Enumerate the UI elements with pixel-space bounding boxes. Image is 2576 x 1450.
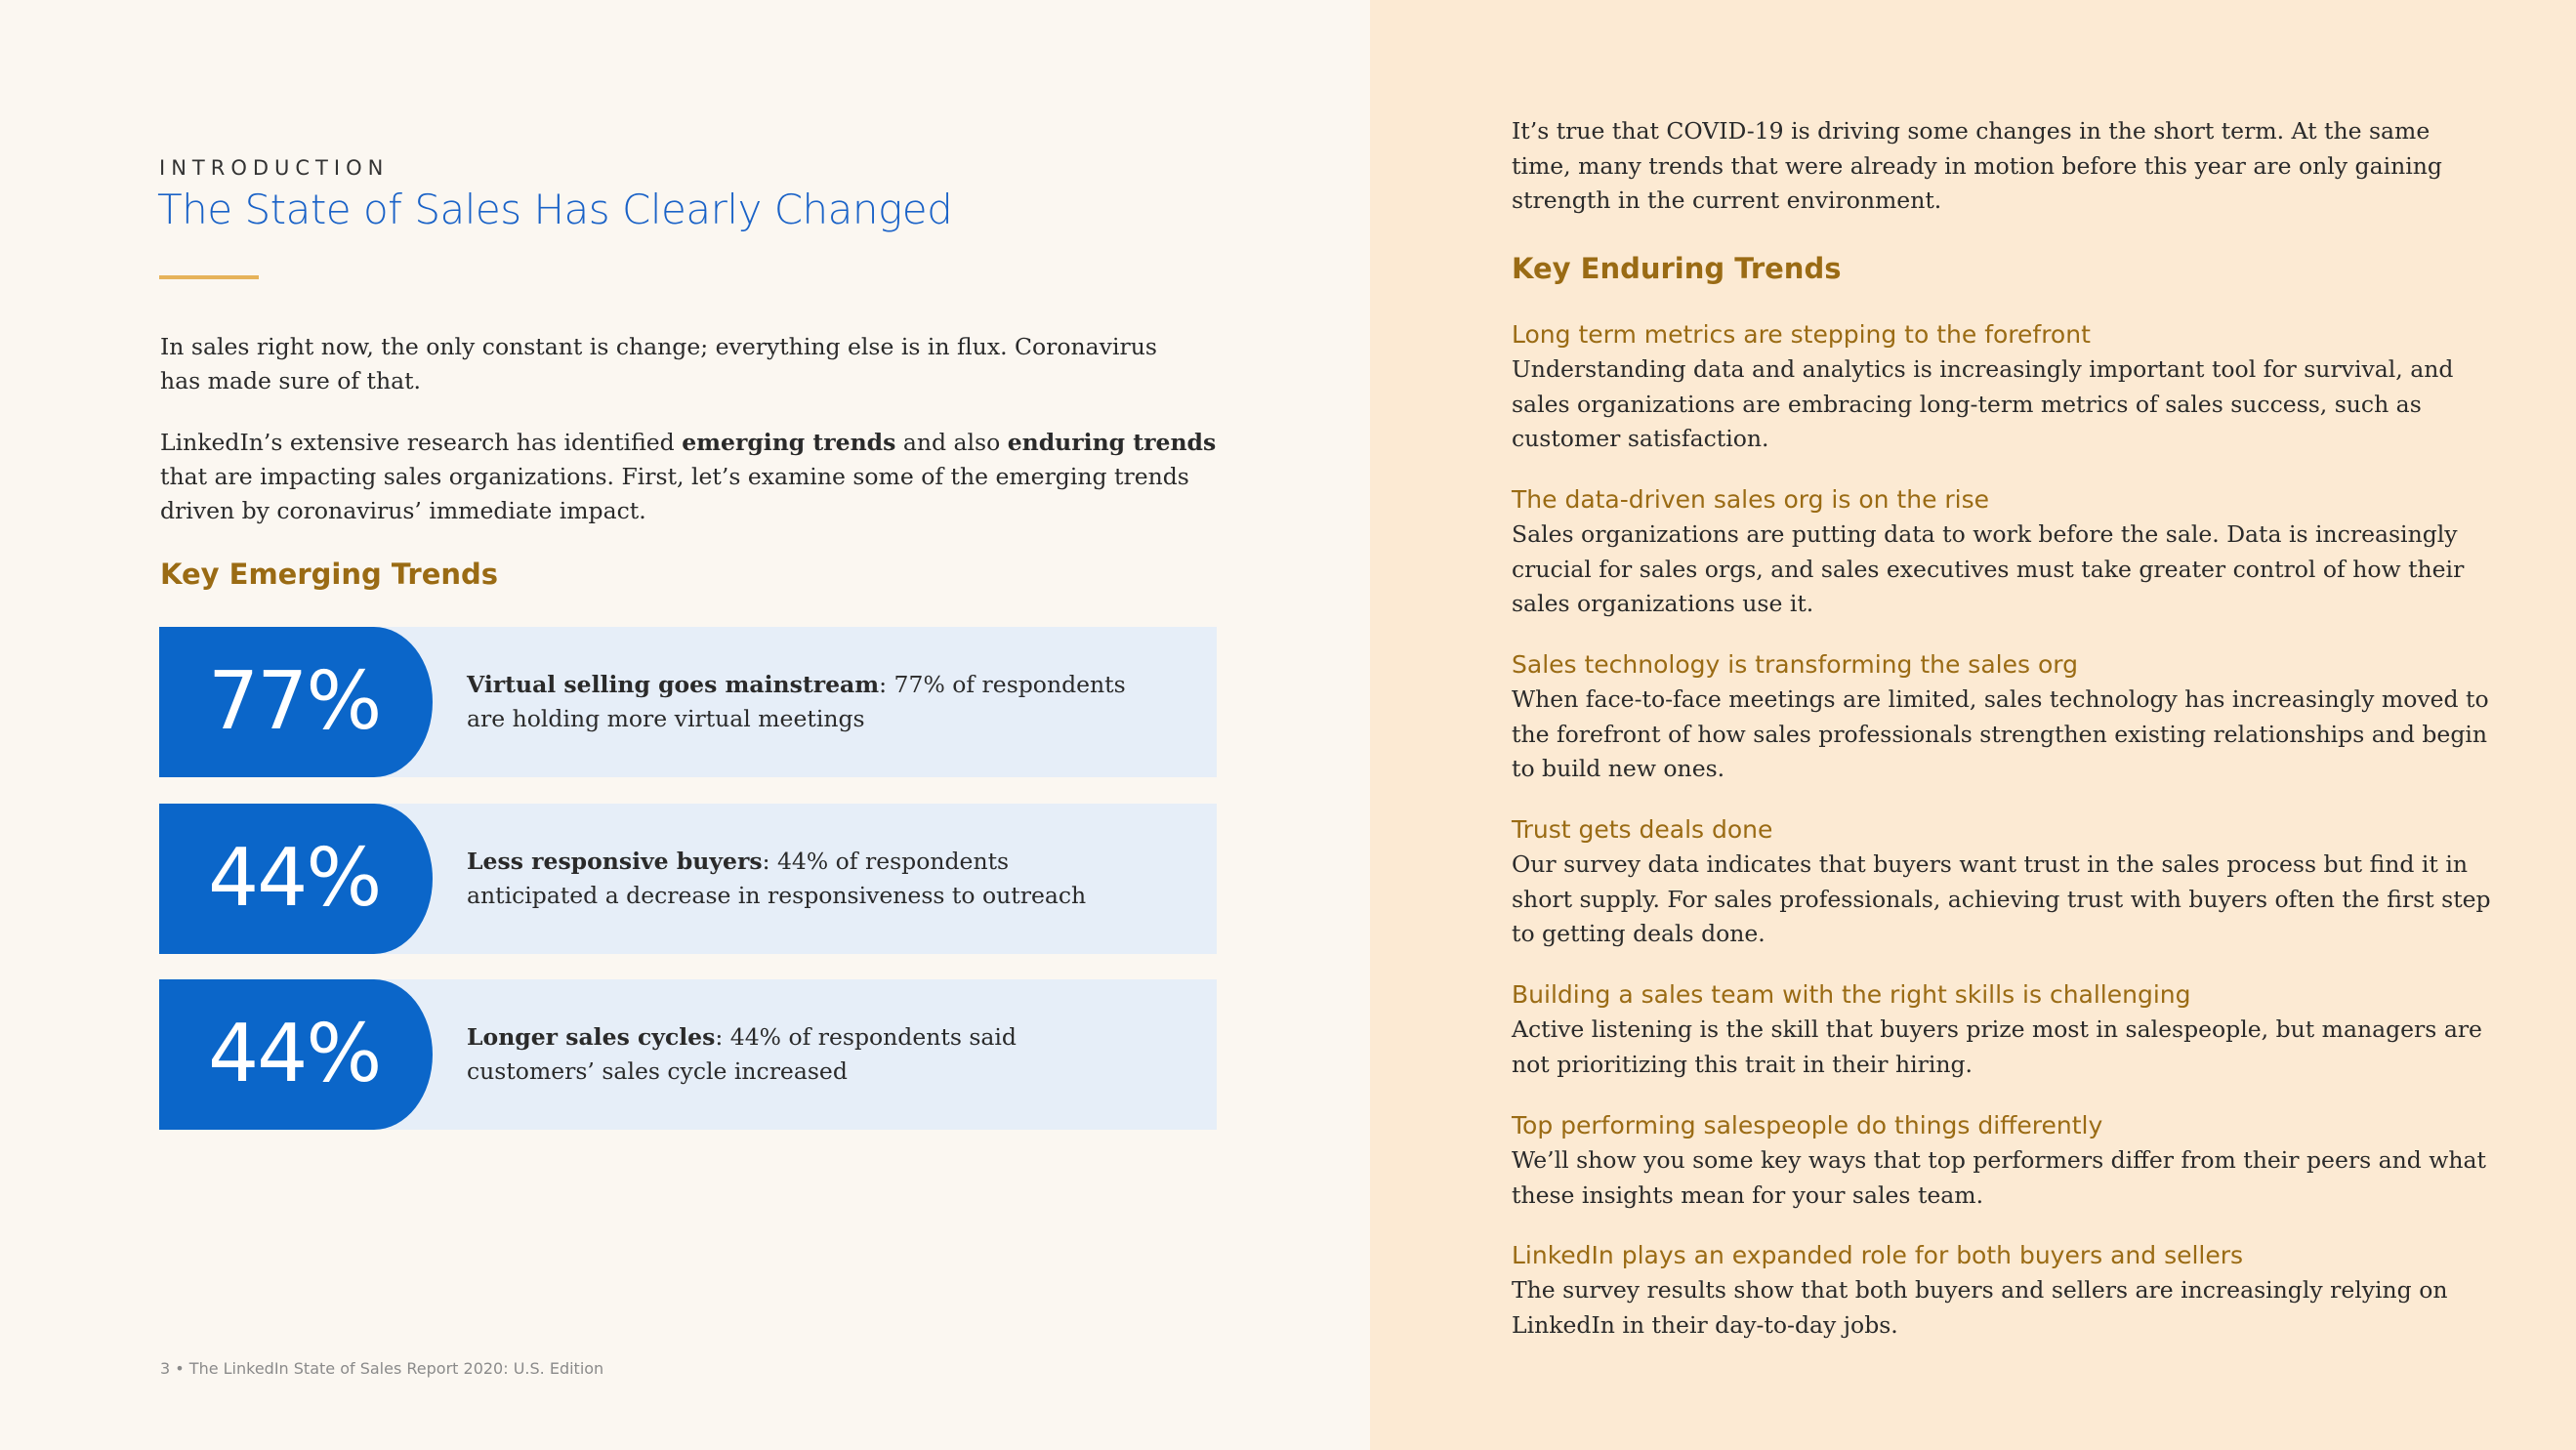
stat-lead: Virtual selling goes mainstream <box>467 671 880 698</box>
trend-item <box>1512 1108 2498 1213</box>
trend-body: When face-to-face meetings are limited, sales technology has increasingly moved to the forefront of how sales professionals strengthen existing relationships and begin to build new ones. <box>1512 685 2489 782</box>
trend-title: Top performing salespeople do things differently <box>1512 1111 2103 1139</box>
stat-detail: : 44% of respondents anticipated a decrease in responsiveness to outreach <box>467 848 1087 909</box>
stat-value: 44% <box>208 1008 381 1100</box>
stat-lead: Longer sales cycles <box>467 1023 716 1051</box>
trend-title: Building a sales team with the right skills is challenging <box>1512 980 2191 1009</box>
stat-detail: : 44% of respondents said customers’ sales cycle increased <box>467 1023 1017 1085</box>
trend-title: LinkedIn plays an expanded role for both buyers and sellers <box>1512 1241 2244 1269</box>
enduring-trends-heading: Key Enduring Trends <box>1512 252 1842 285</box>
intro-paragraph-2 <box>160 426 1234 528</box>
trend-body: We’ll show you some key ways that top performers differ from their peers and what these insights mean for your sales team. <box>1512 1146 2486 1209</box>
trend-title: The data-driven sales org is on the rise <box>1512 485 1990 514</box>
title-divider <box>159 275 259 279</box>
trend-item <box>1512 317 2498 457</box>
intro-text: LinkedIn’s extensive research has identified <box>160 429 683 456</box>
trend-body: Understanding data and analytics is increasingly important tool for survival, and sales organizations are embracing long-term metrics of sales success, such as customer satisfaction. <box>1512 355 2454 452</box>
stat-description <box>467 1020 1141 1089</box>
stat-description <box>467 668 1141 736</box>
stat-card-responsive-buyers <box>159 804 1217 954</box>
enduring-trends-emphasis: enduring trends <box>1007 429 1217 456</box>
trend-item <box>1512 812 2498 952</box>
trend-title: Sales technology is transforming the sales org <box>1512 650 2078 679</box>
stat-value: 44% <box>208 832 381 925</box>
intro-text: and also <box>895 429 1008 456</box>
page-footer: 3 • The LinkedIn State of Sales Report 2020: U.S. Edition <box>160 1359 604 1378</box>
enduring-intro: It’s true that COVID-19 is driving some changes in the short term. At the same time, many trends that were already in motion before this year are only gaining strength in the current environment. <box>1512 117 2442 214</box>
trend-item <box>1512 977 2498 1082</box>
stat-detail: : 77% of respondents are holding more virtual meetings <box>467 671 1126 732</box>
page-title: The State of Sales Has Clearly Changed <box>157 186 953 233</box>
intro-paragraph-1: In sales right now, the only constant is change; everything else is in flux. Coronavirus has made sure of that. <box>160 333 1157 394</box>
trend-item <box>1512 1238 2498 1343</box>
stat-card-sales-cycles <box>159 979 1217 1130</box>
intro-text: that are impacting sales organizations. First, let’s examine some of the emerging trends driven by coronavirus’ immediate impact. <box>160 463 1189 524</box>
stat-value: 77% <box>208 655 381 748</box>
trend-body: The survey results show that both buyers and sellers are increasingly relying on LinkedIn in their day-to-day jobs. <box>1512 1276 2448 1339</box>
emerging-trends-emphasis: emerging trends <box>682 429 896 456</box>
emerging-trends-heading: Key Emerging Trends <box>160 558 499 591</box>
stat-description <box>467 845 1141 913</box>
trend-body: Active listening is the skill that buyers prize most in salespeople, but managers are not prioritizing this trait in their hiring. <box>1512 1015 2482 1078</box>
trend-item <box>1512 482 2498 622</box>
trend-body: Sales organizations are putting data to work before the sale. Data is increasingly crucial for sales orgs, and sales executives must take greater control of how their sales organizations use it. <box>1512 520 2465 617</box>
section-eyebrow: INTRODUCTION <box>159 156 390 180</box>
stat-card-virtual-selling <box>159 627 1217 777</box>
stat-lead: Less responsive buyers <box>467 848 763 875</box>
trend-body: Our survey data indicates that buyers want trust in the sales process but find it in short supply. For sales professionals, achieving trust with buyers often the first step to getting deals done. <box>1512 850 2491 947</box>
trend-title: Long term metrics are stepping to the forefront <box>1512 320 2091 349</box>
trend-item <box>1512 647 2498 787</box>
trend-title: Trust gets deals done <box>1512 815 1773 844</box>
